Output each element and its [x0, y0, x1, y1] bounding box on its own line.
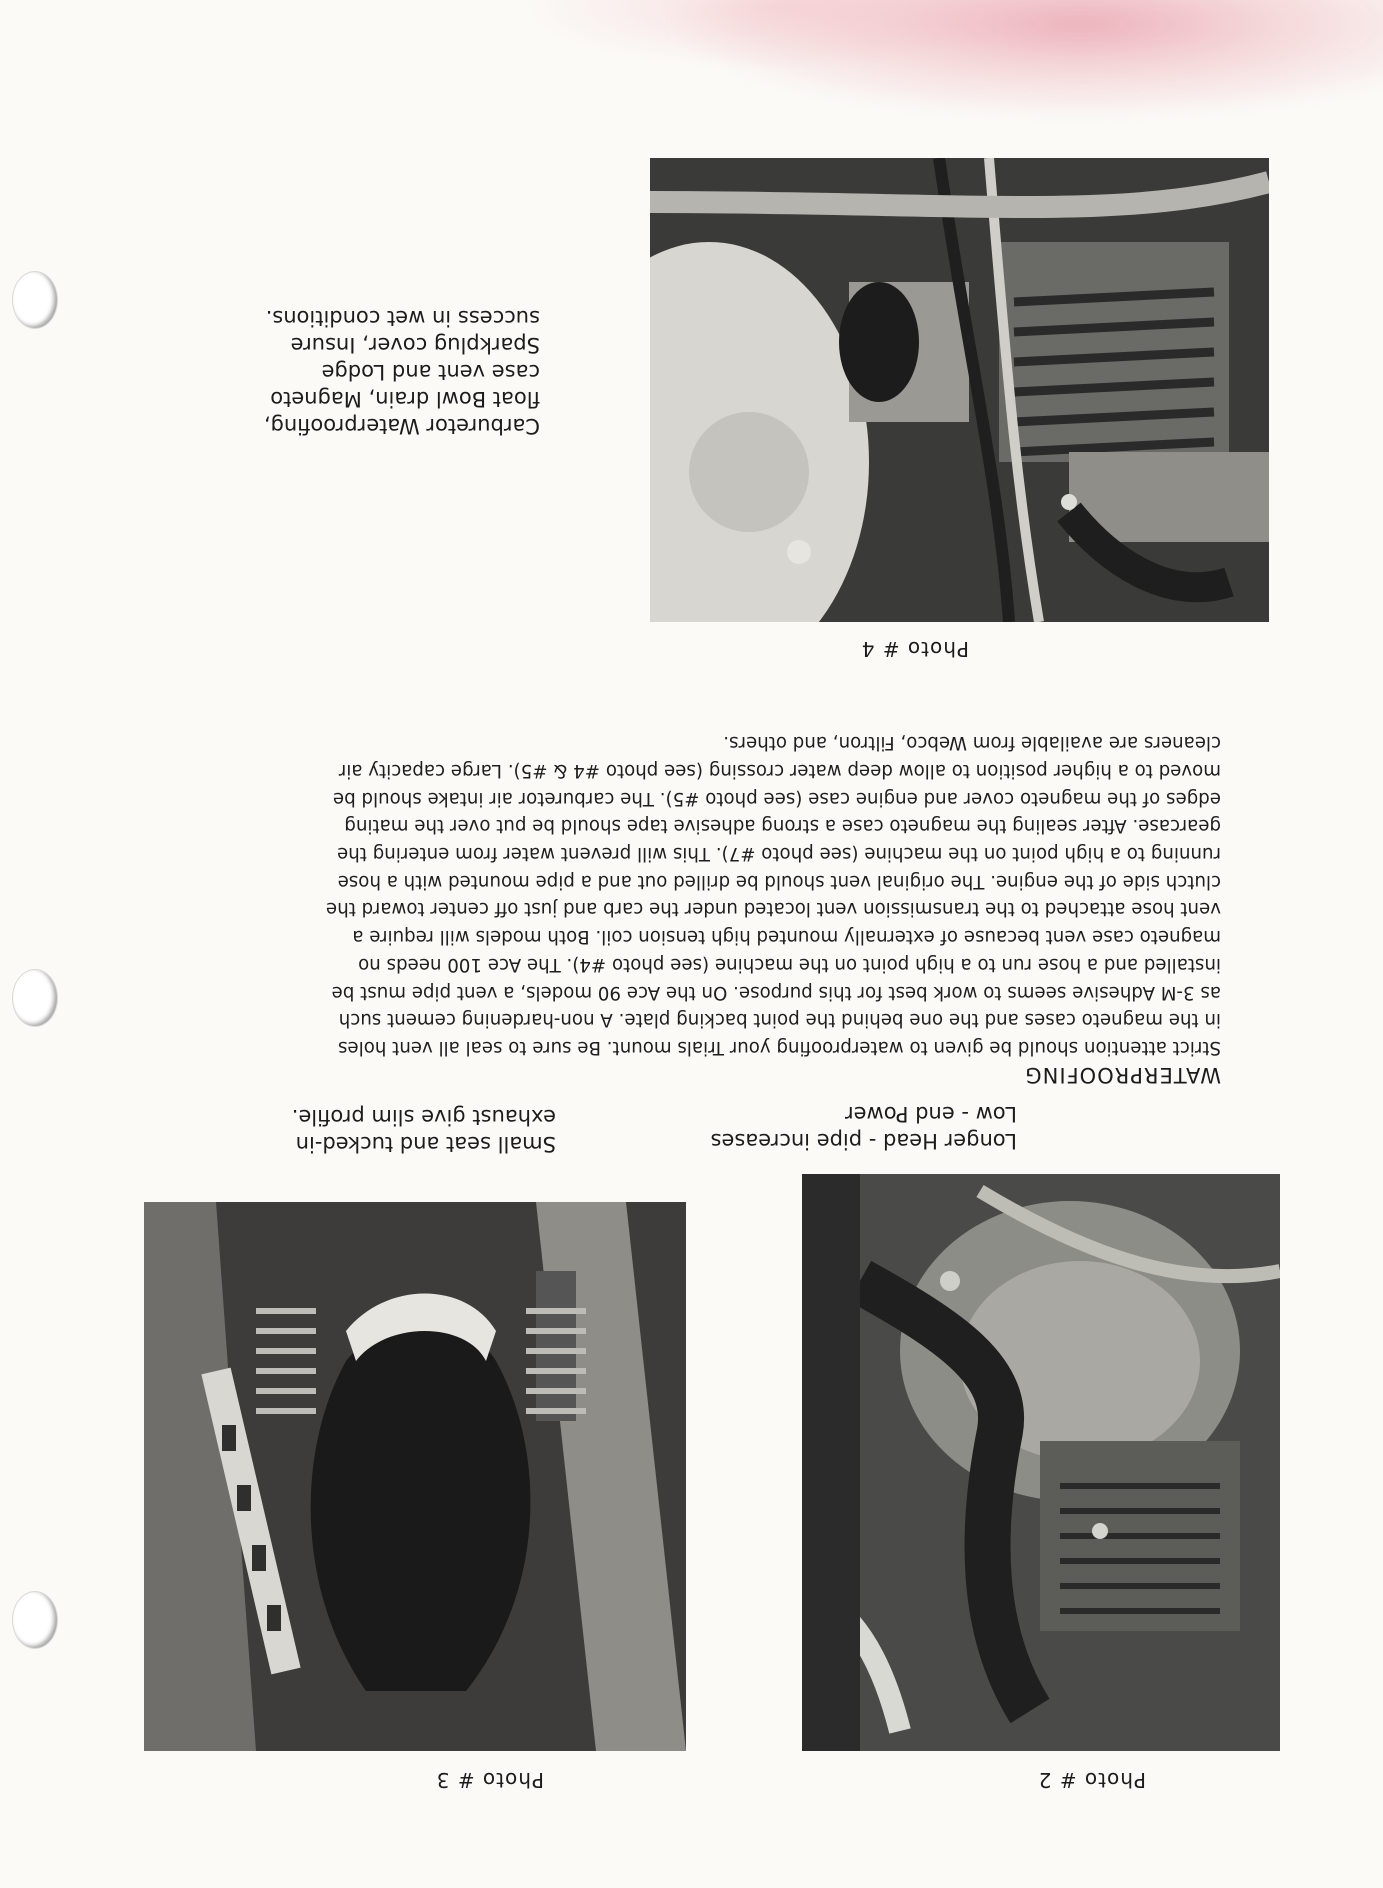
body-line: Strict attention should be given to waterproofing your Trials mount. Be sure to seal all vent holes [338, 1037, 1221, 1058]
body-line: in the magneto cases and the one behind the point backing plate. A non-hardening cement such [338, 1009, 1221, 1031]
caption-line: Low - end Power [844, 1102, 1017, 1126]
engine-exhaust-photo [802, 1174, 1280, 1751]
photo-4-caption [264, 304, 540, 439]
caption-line: success in wet conditions. [265, 306, 540, 330]
caption-line: Carburetor Waterproofing, [263, 414, 540, 438]
caption-line: Longer Head - pipe increases [710, 1129, 1017, 1153]
caption-line: Sparkplug cover, Insure [290, 333, 540, 357]
carburetor-photo [650, 158, 1269, 622]
photo-3-image [144, 1202, 686, 1751]
body-line: moved to a higher position to allow deep water crossing (see photo #4 & #5). Large capacity air [338, 759, 1221, 781]
body-line: vent hose attached to the transmission vent located under the carb and just off center toward the [325, 898, 1221, 920]
photo-4-image [650, 158, 1269, 622]
section-heading: WATERPROOFING [1024, 1063, 1221, 1087]
binder-hole [13, 970, 57, 1026]
body-line: edges of the magneto cover and engine case (see photo #5). The carburetor air intake should be [332, 787, 1221, 809]
binder-hole [13, 1592, 57, 1648]
photo-4-label: Photo # 4 [860, 637, 969, 661]
photo-3-caption [292, 1103, 556, 1157]
binder-hole [13, 272, 57, 328]
body-line: as 3-M Adhesive seems to work best for this purpose. On the Ace 90 models, a vent pipe must be [331, 981, 1221, 1003]
body-line: magneto case vent because of externally mounted high tension coil. Both models will require a [352, 926, 1221, 948]
section-body [141, 729, 1221, 1061]
caption-line: case vent and Lodge [321, 360, 540, 384]
body-line: clutch side of the engine. The original vent should be drilled out and a pipe mounted with a hose [337, 870, 1221, 892]
photo-2-label: Photo # 2 [1037, 1768, 1146, 1792]
body-line: gearcase. After sealing the magneto case a strong adhesive tape should be put over the mating [344, 815, 1221, 837]
photo-3-label: Photo # 3 [435, 1768, 544, 1792]
body-line: cleaners are available from Webco, Filtron, and others. [723, 732, 1221, 754]
caption-line: Small seat and tucked-in [295, 1132, 556, 1156]
caption-line: float Bowl drain, Magneto [270, 387, 540, 411]
body-line: running to a high point on the machine (see photo #7). This will prevent water from entering the [337, 843, 1221, 865]
seat-photo [144, 1202, 686, 1751]
caption-line: exhaust give slim profile. [291, 1105, 556, 1129]
body-line: installed and a hose run to a high point on the machine (see photo #4). The Ace 100 needs no [358, 953, 1221, 975]
photo-2-image [802, 1174, 1280, 1751]
photo-2-caption [711, 1100, 1017, 1154]
